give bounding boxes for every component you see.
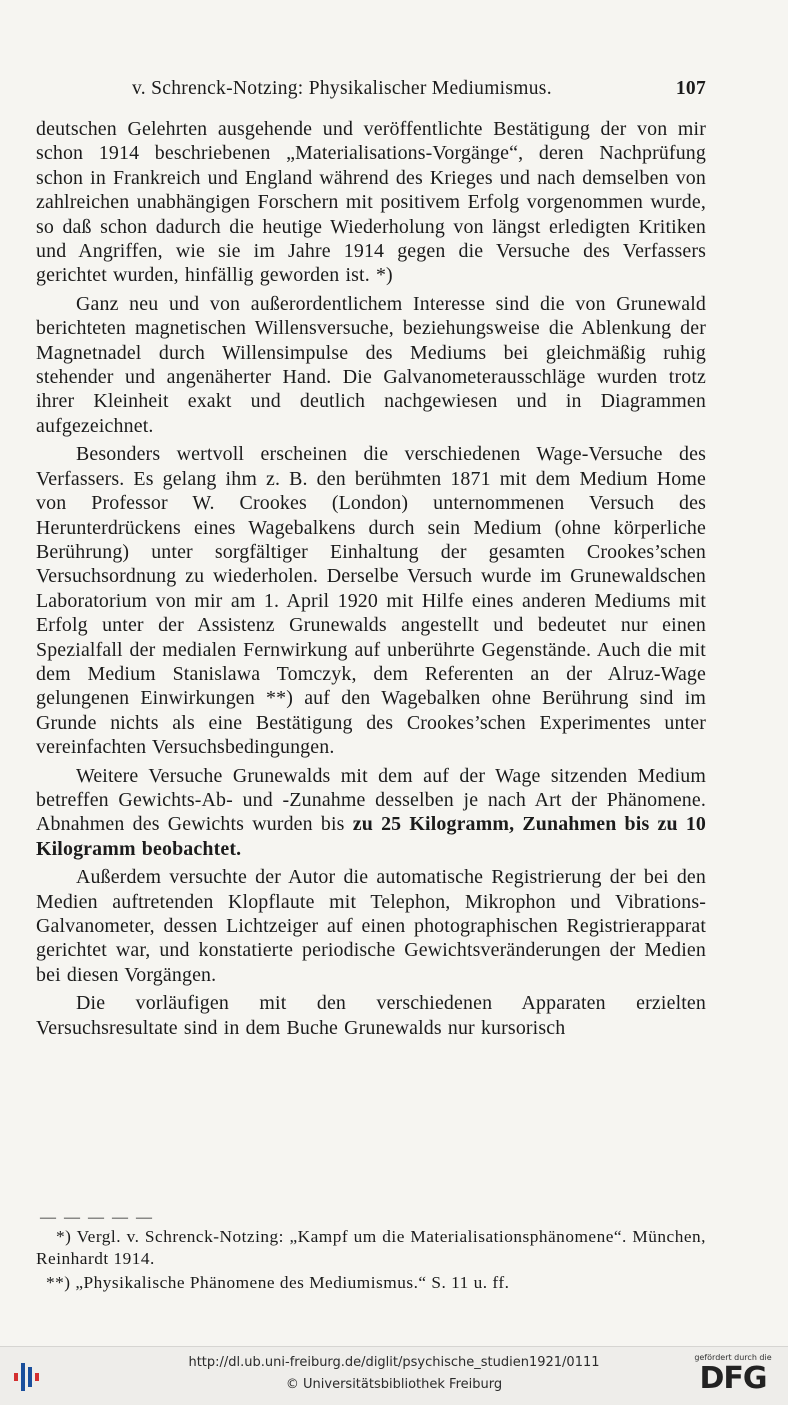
body-text: [36, 117, 706, 1044]
paragraph-3: Besonders wertvoll erscheinen die verschiedenen Wage-Versuche des Verfassers. Es gelang ihm z. B. den berühmten 1871 mit dem Medium Home von Professor W. Crookes (London) unternommenen Versuch des Herunterdrückens eines Wagebalkens durch sein Medium (ohne körperliche Berührung) unter sorgfältiger Einhaltung der gesamten Crookes’schen Versuchsordnung zu wiederholen. Derselbe Versuch wurde im Grunewaldschen Laboratorium von mir am 1. April 1920 mit Hilfe eines anderen Mediums mit Erfolg unter der Assistenz Grunewalds angestellt und bedeutet nur einen Spezialfall der medialen Fernwirkung auf unberührte Gegenstände. Auch die mit dem Medium Stanislawa Tomczyk, dem Referenten an der Alruz-Wage gelungenen Einwirkungen **) auf den Wagebalken ohne Berührung sind im Grunde nichts als eine Bestätigung des Crookes’schen Experimentes unter vereinfachten Versuchsbedingungen.: [36, 443, 706, 759]
footnote-1: *) Vergl. v. Schrenck-Notzing: „Kampf um die Materialisationsphänomene“. München, Reinhardt 1914.: [36, 1227, 706, 1268]
footnotes: [36, 1226, 706, 1296]
footnote-rule: — — — — —: [40, 1209, 154, 1226]
paragraph-2: Ganz neu und von außerordentlichem Interesse sind die von Grunewald berichteten magnetischen Willensversuche, beziehungsweise die Ablenkung der Magnetnadel durch Willensimpulse des Mediums bei gleichmäßig ruhig stehender und angenäherter Hand. Die Galvanometerausschläge wurden trotz ihrer Kleinheit exakt und deutlich nachgewiesen und in Diagrammen aufgezeichnet.: [36, 292, 706, 437]
funder-caption: gefördert durch die: [694, 1353, 772, 1362]
footnote-2: **) „Physikalische Phänomene des Mediumismus.“ S. 11 u. ff.: [46, 1273, 510, 1292]
dfg-logo-text: DFG: [699, 1361, 767, 1396]
permalink-url[interactable]: http://dl.ub.uni-freiburg.de/diglit/psychische_studien1921/0111: [188, 1355, 600, 1370]
paragraph-6: Die vorläufigen mit den verschiedenen Apparaten erzielten Versuchsresultate sind in dem Buche Grunewalds nur kursorisch: [36, 992, 706, 1039]
viewer-footer: [0, 1346, 788, 1405]
paragraph-1: deutschen Gelehrten ausgehende und veröffentlichte Bestätigung der von mir schon 1914 beschriebenen „Materialisations-Vorgänge“, deren Nachprüfung schon in Frankreich und England während des Krieges und nach demselben von zahlreichen unabhängigen Forschern mit positivem Erfolg vorgenommen wurde, so daß schon dadurch die heutige Wiederholung von längst erledigten Kritiken und Angriffen, wie sie im Jahre 1914 gegen die Versuche des Verfassers gerichtet wurden, hinfällig geworden ist. *): [36, 118, 706, 287]
paragraph-5: Außerdem versuchte der Autor die automatische Registrierung der bei den Medien auftretenden Klopflaute mit Telephon, Mikrophon und Vibrations-Galvanometer, dessen Lichtzeiger auf einen photographischen Registrierapparat gerichtet war, und konstatierte periodische Gewichtsveränderungen der Medien bei diesen Vorgängen.: [36, 866, 706, 986]
paragraph-4: [36, 764, 706, 862]
copyright-notice: © Universitätsbibliothek Freiburg: [285, 1377, 503, 1392]
paragraph-4-bold-tail: zu 25 Kilogramm, Zunahmen bis zu 10 Kilogramm beobachtet.: [36, 813, 707, 860]
dfg-logo[interactable]: [688, 1353, 778, 1401]
page-number: 107: [675, 78, 706, 99]
running-head-title: v. Schrenck-Notzing: Physikalischer Mediumismus.: [132, 78, 552, 99]
paragraph-4-text: Weitere Versuche Grunewalds mit dem auf der Wage sitzenden Medium betreffen Gewichts-Ab- und -Zunahme desselben je nach Art der Phänomene. Abnahmen des Gewichts wurden bis: [36, 764, 706, 836]
